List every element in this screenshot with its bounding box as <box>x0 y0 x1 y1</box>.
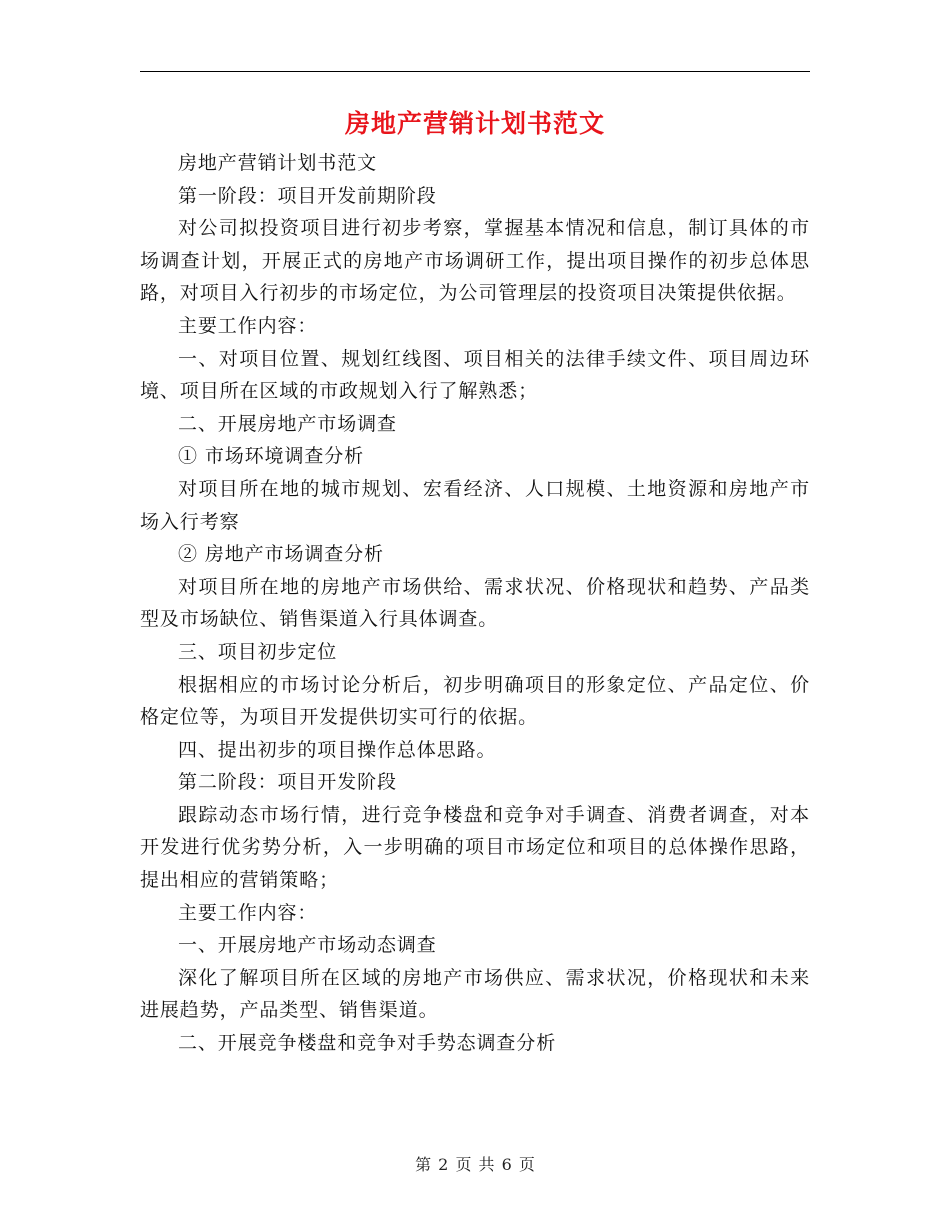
paragraph: 二、开展竞争楼盘和竞争对手势态调查分析 <box>178 1032 557 1055</box>
document-body <box>140 147 810 1060</box>
paragraph: 深化了解项目所在区域的房地产市场供应、需求状况，价格现状和未来进展趋势，产品类型、销售渠道。 <box>140 966 810 1022</box>
paragraph: 对公司拟投资项目进行初步考察，掌握基本情况和信息，制订具体的市场调查计划，开展正式的房地产市场调研工作，提出项目操作的初步总体思路，对项目入行初步的市场定位，为公司管理层的投资项目决策提供依据。 <box>140 217 810 305</box>
paragraph: ① 市场环境调查分析 <box>178 445 365 468</box>
paragraph-heading: 房地产营销计划书范文 <box>178 152 378 174</box>
paragraph: 三、项目初步定位 <box>178 640 338 663</box>
paragraph-stage-two: 第二阶段：项目开发阶段 <box>178 771 397 794</box>
paragraph: 跟踪动态市场行情，进行竞争楼盘和竞争对手调查、消费者调查，对本开发进行优劣势分析，入一步明确的项目市场定位和项目的总体操作思路，提出相应的营销策略； <box>140 803 810 892</box>
paragraph: 对项目所在地的城市规划、宏看经济、人口规模、土地资源和房地产市场入行考察 <box>140 477 810 533</box>
document-title: 房地产营销计划书范文 <box>344 109 605 138</box>
paragraph: 一、对项目位置、规划红线图、项目相关的法律手续文件、项目周边环境、项目所在区域的市政规划入行了解熟悉； <box>140 347 810 403</box>
paragraph: 二、开展房地产市场调查 <box>178 412 397 435</box>
paragraph: 根据相应的市场讨论分析后，初步明确项目的形象定位、产品定位、价格定位等，为项目开发提供切实可行的依据。 <box>140 673 810 729</box>
paragraph: 一、开展房地产市场动态调查 <box>178 934 437 957</box>
paragraph-stage-one: 第一阶段：项目开发前期阶段 <box>178 184 437 207</box>
page-number: 第 2 页 共 6 页 <box>415 1155 535 1174</box>
header-rule <box>140 71 810 72</box>
paragraph-main-tasks: 主要工作内容： <box>178 314 318 337</box>
paragraph: 四、提出初步的项目操作总体思路。 <box>178 738 497 761</box>
paragraph: ② 房地产市场调查分析 <box>178 543 384 566</box>
paragraph-main-tasks: 主要工作内容： <box>178 901 318 924</box>
paragraph: 对项目所在地的房地产市场供给、需求状况、价格现状和趋势、产品类型及市场缺位、销售渠道入行具体调查。 <box>140 575 810 631</box>
